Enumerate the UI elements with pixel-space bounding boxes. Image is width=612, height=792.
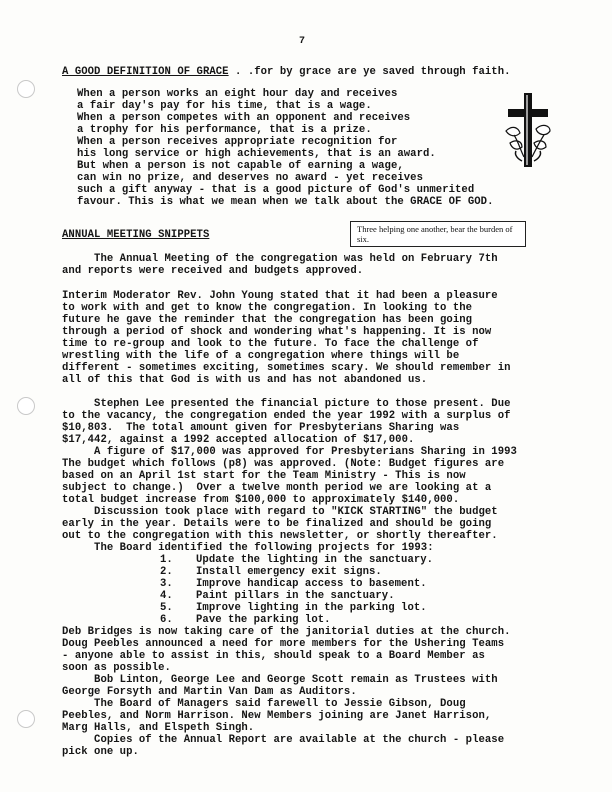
grace-line: favour. This is what we mean when we talk about the GRACE OF GOD.: [77, 196, 494, 208]
grace-line: When a person competes with an opponent and receives: [77, 112, 411, 124]
closing-paragraph-line: Copies of the Annual Report are available at the church - please: [62, 734, 505, 746]
snippets-heading: ANNUAL MEETING SNIPPETS: [62, 229, 210, 241]
meeting-paragraph-line: and reports were received and budgets approved.: [62, 265, 364, 277]
cross-with-lilies-icon: [502, 91, 554, 169]
page-number: 7: [299, 36, 306, 47]
project-number: 5.: [160, 602, 173, 614]
project-item: Improve lighting in the parking lot.: [196, 602, 427, 614]
project-number: 3.: [160, 578, 173, 590]
grace-heading-line: [62, 66, 511, 78]
closing-paragraph-line: Bob Linton, George Lee and George Scott remain as Trustees with: [62, 674, 498, 686]
finance-paragraph-line: The Board identified the following projects for 1993:: [62, 542, 434, 554]
grace-heading-tail: . .for by grace are ye saved through faith.: [228, 66, 511, 78]
moderator-paragraph-line: time to re-group and look to the future. To face the challenge of: [62, 338, 479, 350]
moderator-paragraph-line: all of this that God is with us and has not abandoned us.: [62, 374, 428, 386]
snippets-heading-line: [62, 229, 209, 241]
project-item: Update the lighting in the sanctuary.: [196, 554, 434, 566]
finance-paragraph-line: Discussion took place with regard to "KICK STARTING" the budget: [62, 506, 498, 518]
grace-heading: A GOOD DEFINITION OF GRACE: [62, 66, 229, 78]
finance-paragraph-line: total budget increase from $100,000 to approximately $140,000.: [62, 494, 460, 506]
grace-line: When a person works an eight hour day and receives: [77, 88, 398, 100]
binder-hole: [17, 397, 35, 415]
moderator-paragraph-line: Interim Moderator Rev. John Young stated that it had been a pleasure: [62, 290, 498, 302]
finance-paragraph-line: to the vacancy, the congregation ended the year 1992 with a surplus of: [62, 410, 511, 422]
closing-paragraph-line: pick one up.: [62, 746, 139, 758]
moderator-paragraph-line: different - sometimes exciting, sometimes scary. We should remember in: [62, 362, 511, 374]
project-item: Pave the parking lot.: [196, 614, 331, 626]
moderator-paragraph-line: to work with and get to know the congregation. In looking to the: [62, 302, 473, 314]
moderator-paragraph-line: wrestling with the life of a congregation where things will be: [62, 350, 460, 362]
meeting-paragraph-line: The Annual Meeting of the congregation was held on February 7th: [62, 253, 498, 265]
finance-paragraph-line: $17,442, against a 1992 accepted allocation of $17,000.: [62, 434, 415, 446]
grace-line: But when a person is not capable of earning a wage,: [77, 160, 404, 172]
quote-box: [350, 221, 526, 247]
grace-line: his long service or high achievements, that is an award.: [77, 148, 436, 160]
finance-paragraph-line: A figure of $17,000 was approved for Presbyterians Sharing in 1993: [62, 446, 517, 458]
grace-line: When a person receives appropriate recognition for: [77, 136, 398, 148]
grace-line: a fair day's pay for his time, that is a wage.: [77, 100, 372, 112]
binder-hole: [17, 710, 35, 728]
quote-text: Three helping one another, bear the burden of six.: [357, 224, 513, 244]
closing-paragraph-line: - anyone able to assist in this, should speak to a Board Member as: [62, 650, 485, 662]
project-item: Install emergency exit signs.: [196, 566, 382, 578]
finance-paragraph-line: based on an April 1st start for the Team Ministry - This is now: [62, 470, 466, 482]
moderator-paragraph-line: future he gave the reminder that the congregation has been going: [62, 314, 473, 326]
finance-paragraph-line: subject to change.) Over a twelve month period we are looking at a: [62, 482, 492, 494]
finance-paragraph-line: The budget which follows (p8) was approved. (Note: Budget figures are: [62, 458, 505, 470]
project-number: 6.: [160, 614, 173, 626]
project-number: 1.: [160, 554, 173, 566]
grace-line: can win no prize, and deserves no award - yet receives: [77, 172, 423, 184]
project-number: 4.: [160, 590, 173, 602]
closing-paragraph-line: Marg Halls, and Elspeth Singh.: [62, 722, 255, 734]
closing-paragraph-line: Deb Bridges is now taking care of the janitorial duties at the church.: [62, 626, 511, 638]
closing-paragraph-line: soon as possible.: [62, 662, 171, 674]
closing-paragraph-line: Doug Peebles announced a need for more members for the Ushering Teams: [62, 638, 505, 650]
moderator-paragraph-line: through a period of shock and wondering what's happening. It is now: [62, 326, 492, 338]
project-item: Paint pillars in the sanctuary.: [196, 590, 395, 602]
finance-paragraph-line: out to the congregation with this newsletter, or shortly thereafter.: [62, 530, 498, 542]
project-number: 2.: [160, 566, 173, 578]
finance-paragraph-line: $10,803. The total amount given for Presbyterians Sharing was: [62, 422, 460, 434]
project-item: Improve handicap access to basement.: [196, 578, 427, 590]
grace-line: a trophy for his performance, that is a prize.: [77, 124, 372, 136]
grace-line: such a gift anyway - that is a good picture of God's unmerited: [77, 184, 475, 196]
finance-paragraph-line: Stephen Lee presented the financial picture to those present. Due: [62, 398, 511, 410]
finance-paragraph-line: early in the year. Details were to be finalized and should be going: [62, 518, 492, 530]
binder-hole: [17, 80, 35, 98]
closing-paragraph-line: George Forsyth and Martin Van Dam as Auditors.: [62, 686, 357, 698]
closing-paragraph-line: Peebles, and Norm Harrison. New Members joining are Janet Harrison,: [62, 710, 492, 722]
closing-paragraph-line: The Board of Managers said farewell to Jessie Gibson, Doug: [62, 698, 466, 710]
